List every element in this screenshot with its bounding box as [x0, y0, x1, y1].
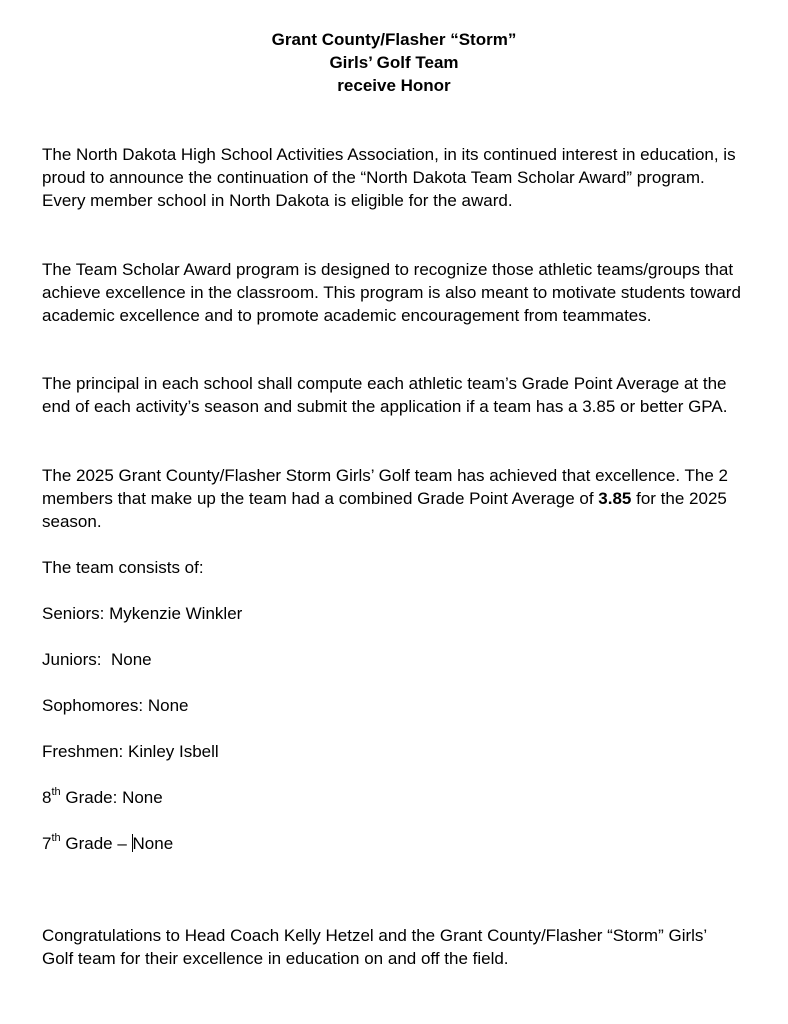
- freshmen-label: Freshmen:: [42, 742, 124, 761]
- closing-paragraph: [42, 924, 742, 970]
- juniors-label: Juniors:: [42, 650, 102, 669]
- eighth-rest: Grade: None: [60, 788, 163, 807]
- eighth-superscript: th: [51, 786, 61, 799]
- title-line-2: Girls’ Golf Team: [329, 53, 459, 72]
- title-line-3: receive Honor: [337, 76, 451, 95]
- program-paragraph: [42, 258, 742, 327]
- achievement-after: for the 2025 season.: [42, 489, 727, 531]
- juniors-value: None: [110, 650, 152, 669]
- eighth-number: 8: [42, 788, 52, 807]
- achievement-text: [42, 464, 742, 533]
- seniors-label: Seniors:: [42, 604, 105, 623]
- roster-juniors: [42, 648, 742, 671]
- roster-seventh-grade: [42, 832, 742, 855]
- program-text: The Team Scholar Award program is designed to recognize those athletic teams/groups that achieve excellence in the classroom. This program is also meant to motivate students toward academic excellence and to promote academic encouragement from teammates.: [42, 260, 741, 325]
- roster-freshmen: [42, 740, 742, 763]
- sophomores-label: Sophomores:: [42, 696, 144, 715]
- sophomores-value: None: [147, 696, 189, 715]
- intro-text: The North Dakota High School Activities Association, in its continued interest in education, is proud to announce the continuation of the “North Dakota Team Scholar Award” program. Every member school in North Dakota is eligible for the award.: [42, 145, 736, 210]
- team-consists-paragraph: [42, 556, 742, 579]
- seventh-rest: Grade –: [60, 834, 132, 853]
- achievement-gpa: 3.85: [598, 489, 632, 508]
- roster-eighth-grade: [42, 786, 742, 809]
- team-consists-text: The team consists of:: [42, 558, 204, 577]
- seventh-superscript: th: [51, 832, 61, 845]
- roster-sophomores: [42, 694, 742, 717]
- achievement-before: The 2025 Grant County/Flasher Storm Girls’ Golf team has achieved that excellence. The 2 members that make up the team had a combined Grade Point Average of: [42, 466, 729, 508]
- principal-paragraph: [42, 372, 742, 418]
- intro-paragraph: [42, 143, 742, 212]
- seventh-number: 7: [42, 834, 52, 853]
- title-line-1: Grant County/Flasher “Storm”: [271, 30, 517, 49]
- principal-text: The principal in each school shall compute each athletic team’s Grade Point Average at the end of each activity’s season and submit the application if a team has a 3.85 or better GPA.: [42, 374, 728, 416]
- roster-seniors: [42, 602, 742, 625]
- freshmen-value: Kinley Isbell: [127, 742, 219, 761]
- seniors-value: Mykenzie Winkler: [109, 604, 243, 623]
- achievement-paragraph: [42, 464, 742, 533]
- document-title: [0, 28, 788, 97]
- closing-text: Congratulations to Head Coach Kelly Hetzel and the Grant County/Flasher “Storm” Girls’ Golf team for their excellence in education on and off the field.: [42, 926, 707, 968]
- seventh-value: None: [132, 834, 174, 853]
